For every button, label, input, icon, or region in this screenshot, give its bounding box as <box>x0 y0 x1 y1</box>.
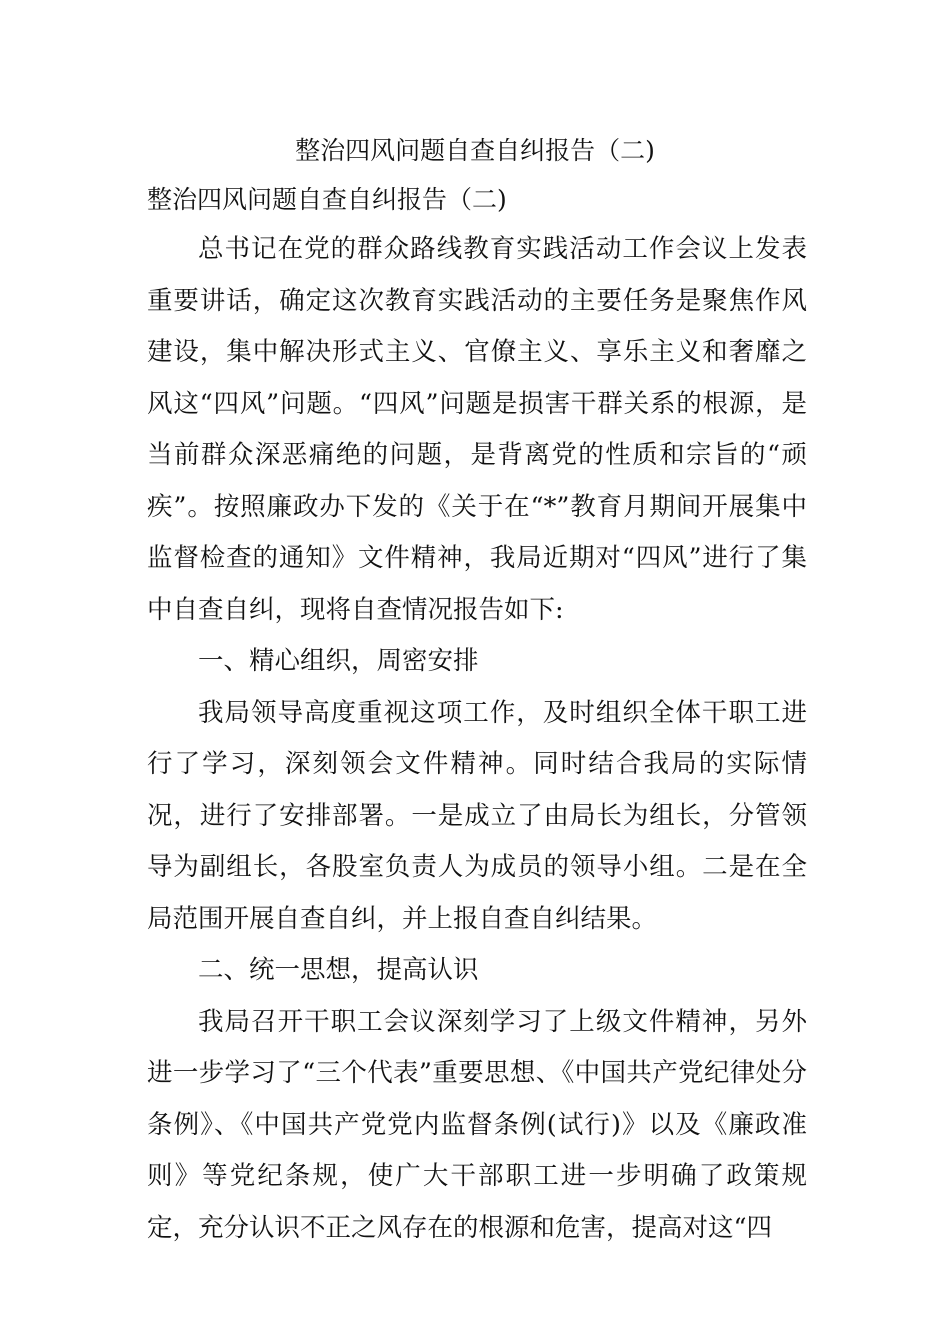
section-1-paragraph: 我局领导高度重视这项工作，及时组织全体干职工进行了学习，深刻领会文件精神。同时结合我局的实际情况，进行了安排部署。一是成立了由局长为组长，分管领导为副组长，各股室负责人为成员的领导小组。二是在全局范围开展自查自纠，并上报自查自纠结果。 <box>147 697 807 934</box>
intro-paragraph: 总书记在党的群众路线教育实践活动工作会议上发表重要讲话，确定这次教育实践活动的主要任务是聚焦作风建设，集中解决形式主义、官僚主义、享乐主义和奢靡之风这“四风”问题。“四风”问题是损害干群关系的根源，是当前群众深恶痛绝的问题，是背离党的性质和宗旨的“顽疾”。按照廉政办下发的《关于在“*”教育月期间开展集中监督检查的通知》文件精神，我局近期对“四风”进行了集中自查自纠，现将自查情况报告如下: <box>147 234 807 625</box>
document-subtitle: 整治四风问题自查自纠报告（二) <box>147 185 507 214</box>
section-heading-1: 一、精心组织，周密安排 <box>198 646 479 676</box>
document-body <box>147 224 807 1254</box>
section-heading-2: 二、统一思想，提高认识 <box>198 955 479 985</box>
document-title: 整治四风问题自查自纠报告（二) <box>295 136 655 165</box>
section-2-paragraph: 我局召开干职工会议深刻学习了上级文件精神，另外进一步学习了“三个代表”重要思想、《中国共产党纪律处分条例》、《中国共产党党内监督条例(试行)》以及《廉政准则》等党纪条规，使广大干部职工进一步明确了政策规定，充分认识不正之风存在的根源和危害，提高对这“四 <box>147 1006 807 1243</box>
